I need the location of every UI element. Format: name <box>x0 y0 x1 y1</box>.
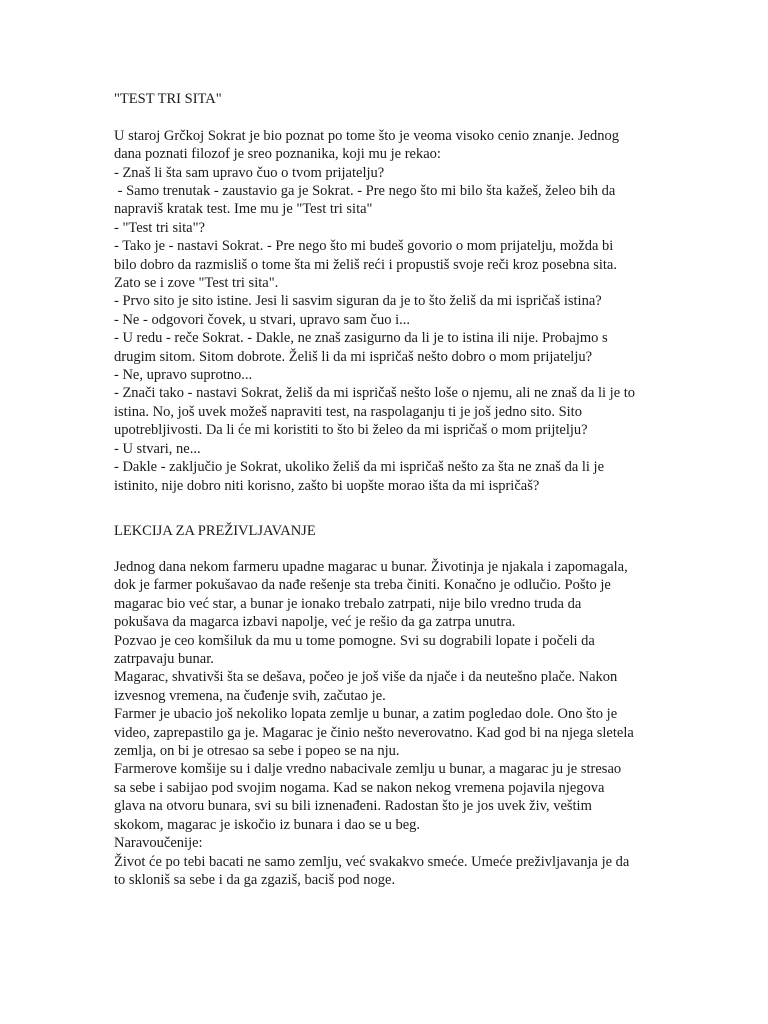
paragraph-line: to skloniš sa sebe i da ga zgaziš, baciš pod noge. <box>114 871 396 888</box>
paragraph-line: drugim sitom. Sitom dobrote. Želiš li da mi ispričaš nešto dobro o mom prijatelju? <box>114 348 593 365</box>
paragraph-line: - Dakle - zaključio je Sokrat, ukoliko želiš da mi ispričaš nešto za šta ne znaš da li je <box>114 459 605 476</box>
paragraph-line: pokušava da magarca izbavi napolje, već je rešio da ga zatrpa unutra. <box>114 614 516 631</box>
paragraph-line: Magarac, shvativši šta se dešava, počeo je još više da njače i da neutešno plače. Nakon <box>114 669 618 686</box>
paragraph-line: - Znači tako - nastavi Sokrat, želiš da mi ispričaš nešto loše o njemu, ali ne znaš da li je to <box>114 385 636 402</box>
paragraph-line: skokom, magarac je iskočio iz bunara i dao se u beg. <box>114 816 421 833</box>
paragraph-line: upotrebljivosti. Da li će mi koristiti to što bi želeo da mi ispričaš o mom prijtelju? <box>114 422 588 439</box>
paragraph-line: - U stvari, ne... <box>114 440 201 457</box>
paragraph-line: dana poznati filozof je sreo poznanika, koji mu je rekao: <box>114 146 441 163</box>
story-title-test-tri-sita: "TEST TRI SITA" <box>114 91 222 107</box>
story-test-tri-sita-body <box>114 127 754 495</box>
paragraph-line: video, zaprepastilo ga je. Magarac je činio nešto neverovatno. Kad god bi na njega sletela <box>114 724 634 741</box>
paragraph-line: magarac bio već star, a bunar je ionako trebalo zatrpati, nije bilo vredno truda da <box>114 595 582 612</box>
paragraph-line: - U redu - reče Sokrat. - Dakle, ne znaš zasigurno da li je to istina ili nije. Probajmo s <box>114 330 608 347</box>
paragraph-line: - Samo trenutak - zaustavio ga je Sokrat. - Pre nego što mi bilo šta kažeš, želeo bih da <box>114 183 616 200</box>
paragraph-line: dok je farmer pokušavao da nađe rešenje sta treba činiti. Konačno je odlučio. Pošto je <box>114 577 611 594</box>
paragraph-line: - Prvo sito je sito istine. Jesi li sasvim siguran da je to što želiš da mi ispričaš istina? <box>114 293 602 310</box>
paragraph-line: istina. No, još uvek možeš napraviti test, na raspolaganju ti je još jedno sito. Sito <box>114 403 582 420</box>
paragraph-line: Život će po tebi bacati ne samo zemlju, već svakakvo smeće. Umeće preživljavanja je da <box>114 853 630 870</box>
paragraph-line: - Ne - odgovori čovek, u stvari, upravo sam čuo i... <box>114 311 410 328</box>
paragraph-line: Farmer je ubacio još nekoliko lopata zemlje u bunar, a zatim pogledao dole. Ono što je <box>114 706 618 723</box>
paragraph-line: - Tako je - nastavi Sokrat. - Pre nego što mi budeš govorio o mom prijatelju, možda bi <box>114 238 614 255</box>
story-lekcija-body <box>114 558 634 889</box>
paragraph-line: bilo dobro da razmisliš o tome šta mi želiš reći i propustiš svoje reči kroz posebna sita. <box>114 256 617 273</box>
paragraph-line: izvesnog vremena, na čuđenje svih, začutao je. <box>114 687 386 704</box>
paragraph-line: - Znaš li šta sam upravo čuo o tvom prijatelju? <box>114 164 385 181</box>
paragraph-line: - Ne, upravo suprotno... <box>114 367 253 384</box>
paragraph-line: Farmerove komšije su i dalje vredno nabacivale zemlju u bunar, a magarac ju je stresao <box>114 761 622 778</box>
paragraph-line: Naravoučenije: <box>114 835 203 852</box>
paragraph-line: zatrpavaju bunar. <box>114 651 214 668</box>
paragraph-line: Jednog dana nekom farmeru upadne magarac u bunar. Životinja je njakala i zapomagala, <box>114 559 628 575</box>
story-title-lekcija-za-prezivljavanje: LEKCIJA ZA PREŽIVLJAVANJE <box>114 523 316 539</box>
paragraph-line: U staroj Grčkoj Sokrat je bio poznat po tome što je veoma visoko cenio znanje. Jednog <box>114 127 619 144</box>
paragraph-line: Pozvao je ceo komšiluk da mu u tome pomogne. Svi su dograbili lopate i počeli da <box>114 632 595 649</box>
document-page <box>114 90 754 888</box>
paragraph-line: Zato se i zove "Test tri sita". <box>114 275 279 292</box>
paragraph-line: sa sebe i sabijao pod svojim nogama. Kad se nakon nekog vremena pojavila njegova <box>114 779 605 796</box>
paragraph-line: napraviš kratak test. Ime mu je "Test tri sita" <box>114 201 373 218</box>
paragraph-line: zemlja, on bi je otresao sa sebe i popeo se na nju. <box>114 743 400 760</box>
paragraph-line: - "Test tri sita"? <box>114 219 205 236</box>
paragraph-line: glava na otvoru bunara, svi su bili iznenađeni. Radostan što je jos uvek živ, veštim <box>114 798 592 815</box>
paragraph-line: istinito, nije dobro niti korisno, zašto bi uopšte morao išta da mi ispričaš? <box>114 477 540 494</box>
